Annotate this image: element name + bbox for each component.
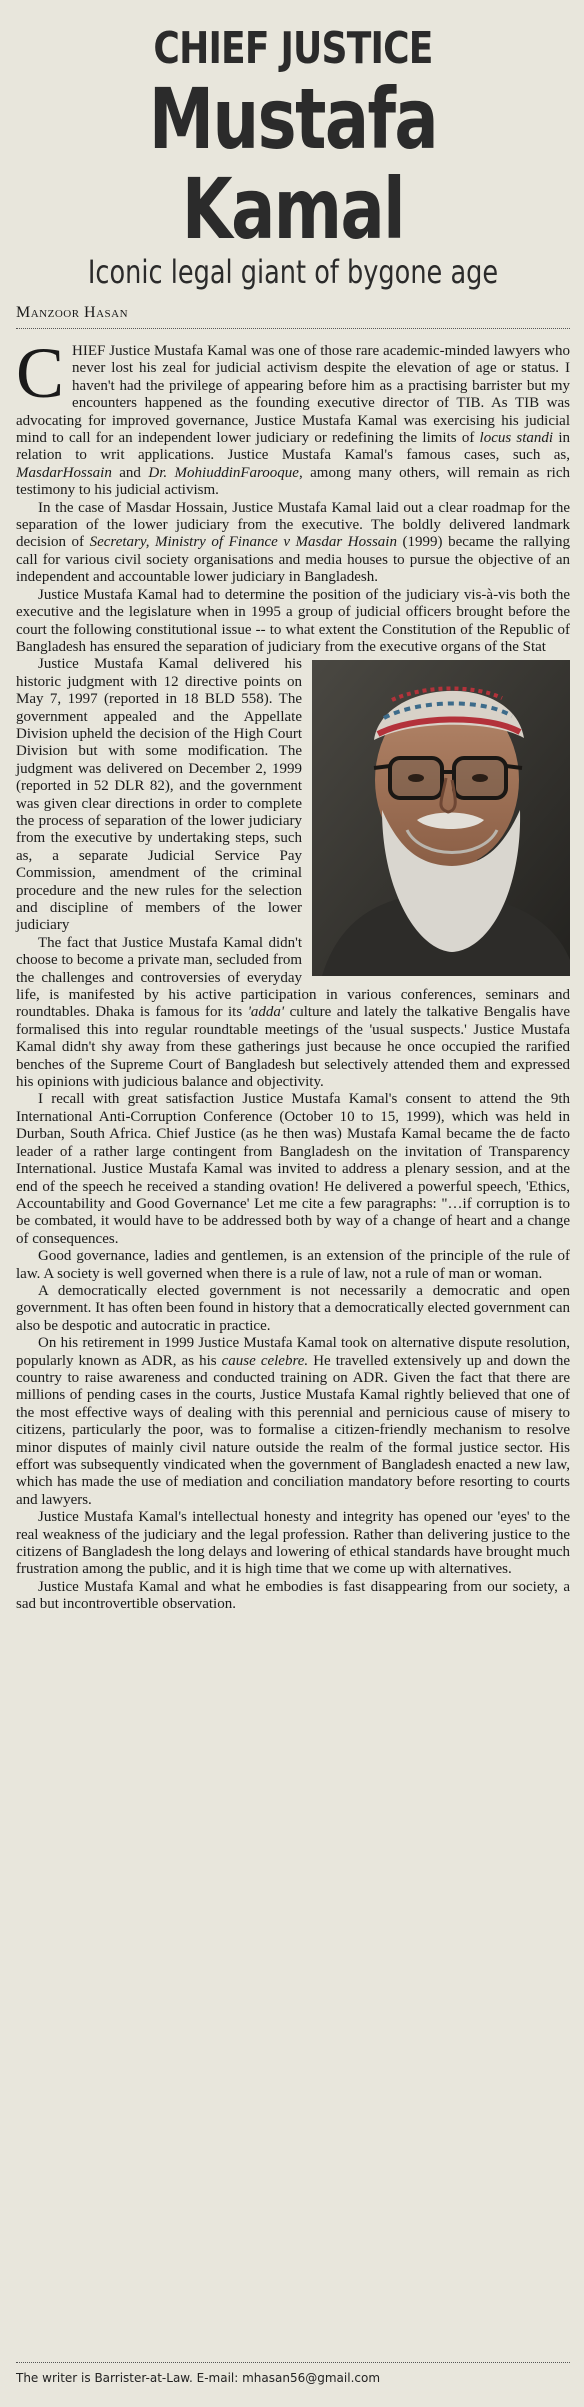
paragraph-text: HIEF Justice Mustafa Kamal was one of those rare academic-minded lawyers who never lost his zeal for judicial activism despite the elevation of age or status. I haven't had the privilege of appearing before him as a practising barrister but my encounters happened as the founding executive director of TIB. As TIB was advocating for improved governance, Justice Mustafa Kamal was exercising his judicial mind to call for an independent lower judiciary or redefining the limits of	[16, 343, 570, 447]
paragraph-text: Good governance, ladies and gentlemen, is an extension of the principle of the rule of law. A society is well governed when there is a rule of law, not a rule of man or woman.	[16, 1248, 570, 1282]
italic-text: MasdarHossain	[16, 464, 112, 481]
article-paragraph	[16, 500, 570, 587]
paragraph-text: A democratically elected government is not necessarily a democratic and open government. It has often been found in history that a democratically elected government can also be despotic and autocratic in practice.	[16, 1282, 570, 1334]
author-byline: Manzoor Hasan	[16, 304, 570, 329]
article-paragraph	[16, 1091, 570, 1248]
paragraph-text: culture and lately the talkative Bengalis have formalised this into regular roundtable meetings of the 'usual suspects.' Justice Mustafa Kamal didn't shy away from these gatherings just because he once occupied the rarified benches of the Supreme Court of Bangladesh but selectively attended them and expressed his opinions with judicious balance and objectivity.	[16, 1004, 570, 1091]
paragraph-text: Justice Mustafa Kamal delivered his historic judgment with 12 directive points on May 7, 1997 (reported in 18 BLD 558). The government appealed and the Appellate Division upheld the decision of the High Court Division but with some modification. The judgment was delivered on December 2, 1999 (reported in 52 DLR 82), and the government was given clear directions in order to complete the process of separation of the lower judiciary from the executive by undertaking steps, such as, a separate Judicial Service Pay Commission, amendment of the criminal procedure and the new rules for the selection and discipline of members of the lower judiciary	[16, 656, 302, 934]
paragraph-text: The fact that Justice Mustafa Kamal didn't choose to become a private man, secluded from the challenges and controversies of everyday life, is manifested by his active participation in various conferences, seminars and roundtables. Dhaka is famous for its	[16, 934, 570, 1021]
article-paragraph	[16, 1283, 570, 1335]
drop-cap: C	[16, 333, 65, 413]
article-paragraph	[16, 1509, 570, 1579]
article-subtitle: Iconic legal giant of bygone age	[87, 253, 499, 291]
article-paragraph	[16, 656, 570, 935]
author-footer-note: The writer is Barrister-at-Law. E-mail: mhasan56@gmail.com	[16, 2362, 570, 2385]
paragraph-text: In the case of Masdar Hossain, Justice Mustafa Kamal laid out a clear roadmap for the separation of the lower judiciary from the executive. The boldly delivered landmark decision of	[16, 499, 570, 551]
article-paragraph	[16, 1335, 570, 1509]
paragraph-text: in relation to writ applications. Justice Mustafa Kamal's famous cases, such as,	[16, 430, 570, 464]
italic-text: 'adda'	[247, 1004, 285, 1021]
paragraph-text: On his retirement in 1999 Justice Mustafa Kamal took on alternative dispute resolution, popularly known as ADR, as his	[16, 1335, 570, 1369]
article-paragraph	[16, 1248, 570, 1283]
article-title: Mustafa Kamal	[148, 70, 438, 258]
article-paragraph	[16, 1579, 570, 1614]
paragraph-text: , among many others, will remain as rich testimony to his judicial activism.	[16, 464, 570, 499]
paragraph-text: and	[111, 464, 149, 481]
article-kicker: CHIEF JUSTICE	[153, 23, 433, 74]
article-body	[16, 333, 570, 1614]
portrait-photo	[312, 660, 570, 976]
italic-text: Secretary, Ministry of Finance v Masdar Hossain	[89, 534, 397, 551]
paragraph-text: I recall with great satisfaction Justice Mustafa Kamal's consent to attend the 9th International Anti-Corruption Conference (October 10 to 15, 1999), which was held in Durban, South Africa. Chief Justice (as he then was) Mustafa Kamal became the de facto leader of a rather large contingent from Bangladesh on the invitation of Transparency International. Justice Mustafa Kamal was invited to address a plenary session, and at the end of the speech he received a standing ovation! He delivered a powerful speech, 'Ethics, Accountability and Good Governance' Let me cite a few paragraphs: "…if corruption is to be combated, it would have to be addressed both by way of a change of heart and a change of consequences.	[16, 1091, 570, 1247]
italic-text: cause celebre.	[221, 1352, 309, 1369]
paragraph-text: Justice Mustafa Kamal and what he embodies is fast disappearing from our society, a sad but incontrovertible observation.	[16, 1578, 570, 1613]
article-paragraph	[16, 333, 570, 500]
italic-text: locus standi	[479, 430, 554, 447]
paragraph-text: Justice Mustafa Kamal had to determine the position of the judiciary vis-à-vis both the executive and the legislature when in 1995 a group of judicial officers brought before the court the following constitutional issue -- to what extent the Constitution of the Republic of Bangladesh has ensured the separation of judiciary from the executive organs of the Stat	[16, 586, 570, 655]
article-paragraph	[16, 587, 570, 657]
italic-text: Dr. MohiuddinFarooque	[148, 464, 299, 481]
paragraph-text: He travelled extensively up and down the country to raise awareness and conducted training on ADR. Given the fact that there are millions of pending cases in the courts, Justice Mustafa Kamal rightly believed that one of the most effective ways of dealing with this perennial and pernicious cause of misery to citizens, particularly the poor, was to formalise a citizen-friendly mechanism to resolve minor disputes of mainly civil nature outside the realm of the formal justice sector. His effort was subsequently vindicated when the government of Bangladesh enacted a new law, which has made the use of mediation and conciliation mandatory before resorting to courts and lawyers.	[16, 1352, 570, 1508]
paragraph-text: Justice Mustafa Kamal's intellectual honesty and integrity has opened our 'eyes' to the real weakness of the judiciary and the legal profession. Rather than delivering justice to the citizens of Bangladesh the long delays and lowering of ethical standards have brought much frustration among the public, and it is high time that we come up with alternatives.	[16, 1509, 570, 1578]
portrait-illustration	[312, 660, 570, 976]
paragraph-text: (1999) became the rallying call for various civil society organisations and media houses to pursue the objective of an independent and accountable lower judiciary in Bangladesh.	[16, 534, 570, 586]
